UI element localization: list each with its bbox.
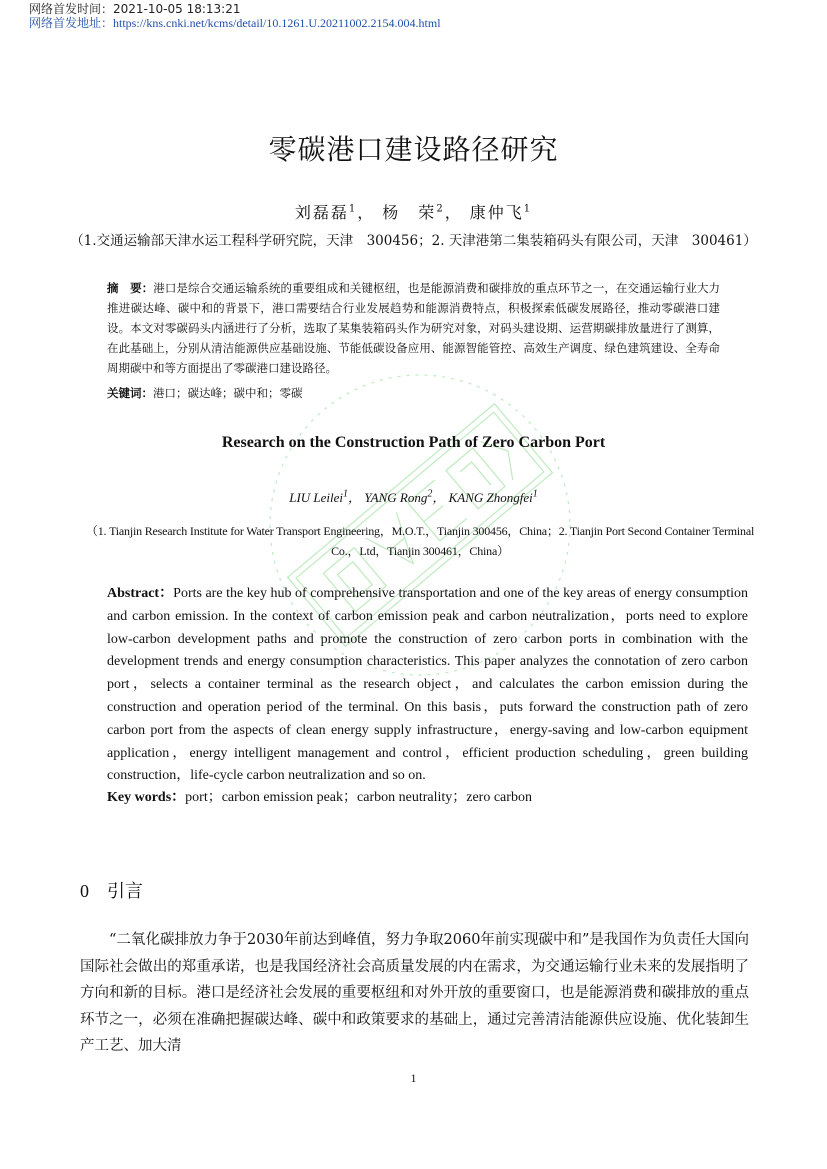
section-heading — [80, 877, 143, 903]
author-cn: 刘磊磊 — [294, 203, 349, 222]
abstract-cn — [107, 278, 720, 378]
online-time — [29, 2, 240, 16]
author-en: KANG Zhongfei — [448, 490, 533, 505]
authors-cn: 刘磊磊$^1$， 杨 荣$^2$， 康仲飞$^1$ — [294, 203, 533, 222]
online-time-label: 网络首发时间： — [29, 2, 114, 16]
body-paragraph: “二氧化碳排放力争于2030年前达到峰值，努力争取2060年前实现碳中和”是我国作为负责任大国向国际社会做出的郑重承诺，也是我国经济社会高质量发展的内在需求，为交通运输行业未来的发展指明了方向和新的目标。港口是经济社会发展的重要枢纽和对外开放的重要窗口，也是能源消费和碳排放的重点环节之一，必须在准确把握碳达峰、碳中和政策要求的基础上，通过完善清洁能源供应设施、优化装卸生产工艺、加大清 — [80, 932, 749, 1054]
author-affil-mark: 2 — [427, 488, 433, 500]
affiliation-cn: （1.交通运输部天津水运工程科学研究院，天津 300456；2. 天津港第二集装箱码头有限公司，天津 300461） — [70, 233, 757, 249]
author-affil-mark: 2 — [436, 203, 445, 215]
author-en: YANG Rong — [364, 490, 428, 505]
page-number: 1 — [410, 1071, 417, 1085]
abstract-cn-label: 摘 要： — [107, 281, 154, 295]
author-affil-mark: 1 — [523, 203, 533, 215]
affiliation-en: （1. Tianjin Research Institute for Water Transport Engineering，M.O.T.，Tianjin 300456，China；2. Tianjin Port Second Container Terminal Co.，Ltd，Tianjin 300461，China） — [85, 524, 755, 558]
paper-title-cn: 零碳港口建设路径研究 — [268, 133, 559, 166]
keywords-cn-label: 关键词： — [107, 386, 153, 400]
authors-en: LIU Leilei$^1$， YANG Rong$^2$， KANG Zhongfei$^1$ — [289, 488, 538, 505]
online-url[interactable] — [29, 16, 441, 30]
author-affil-mark: 1 — [343, 488, 349, 500]
keywords-en — [107, 787, 748, 809]
abstract-en — [107, 583, 748, 788]
author-affil-mark: 1 — [532, 488, 538, 500]
online-time-value: 2021-10-05 18:13:21 — [113, 2, 241, 16]
author-cn: 康仲飞 — [469, 203, 524, 222]
abstract-en-text: Ports are the key hub of comprehensive transportation and one of the key areas of energy consumption and carbon emission. In the context of carbon emission peak and carbon neutralization，ports need to explore low-carbon development paths and promote the construction of zero carbon ports in combination with the development trends and energy consumption characteristics. This paper analyzes the connotation of zero carbon port，selects a container terminal as the research object，and calculates the carbon emission during the construction and operation period of the terminal. On this basis，puts forward the construction path of zero carbon port from the aspects of clean energy supply infrastructure，energy-saving and low-carbon equipment application，energy intelligent management and control，efficient production scheduling，green building construction，life-cycle carbon neutralization and so on. — [107, 586, 748, 784]
author-affil-mark: 1 — [348, 203, 358, 215]
abstract-cn-text: 港口是综合交通运输系统的重要组成和关键枢纽，也是能源消费和碳排放的重点环节之一，在交通运输行业大力推进碳达峰、碳中和的背景下，港口需要结合行业发展趋势和能源消费特点，积极探索低碳发展路径，推动零碳港口建设。本文对零碳码头内涵进行了分析，选取了某集装箱码头作为研究对象，对码头建设期、运营期碳排放量进行了测算，在此基础上，分别从清洁能源供应基础设施、节能低碳设备应用、能源智能管控、高效生产调度、绿色建筑建设、全寿命周期碳中和等方面提出了零碳港口建设路径。 — [107, 281, 721, 375]
section-title: 引言 — [107, 881, 143, 902]
section-number: 0 — [80, 881, 89, 901]
keywords-en-text: port；carbon emission peak；carbon neutrality；zero carbon — [185, 790, 532, 805]
paper-title-en: Research on the Construction Path of Zero Carbon Port — [221, 434, 606, 451]
keywords-en-label: Key words： — [107, 790, 186, 805]
online-url-label: 网络首发地址： — [29, 16, 114, 30]
online-url-link[interactable]: https://kns.cnki.net/kcms/detail/10.1261.U.20211002.2154.004.html — [113, 16, 441, 30]
author-cn: 杨 荣 — [382, 203, 437, 222]
keywords-cn-text: 港口；碳达峰；碳中和；零碳 — [153, 386, 303, 400]
abstract-en-label: Abstract： — [107, 586, 174, 601]
keywords-cn — [107, 383, 720, 403]
author-en: LIU Leilei — [289, 490, 344, 505]
